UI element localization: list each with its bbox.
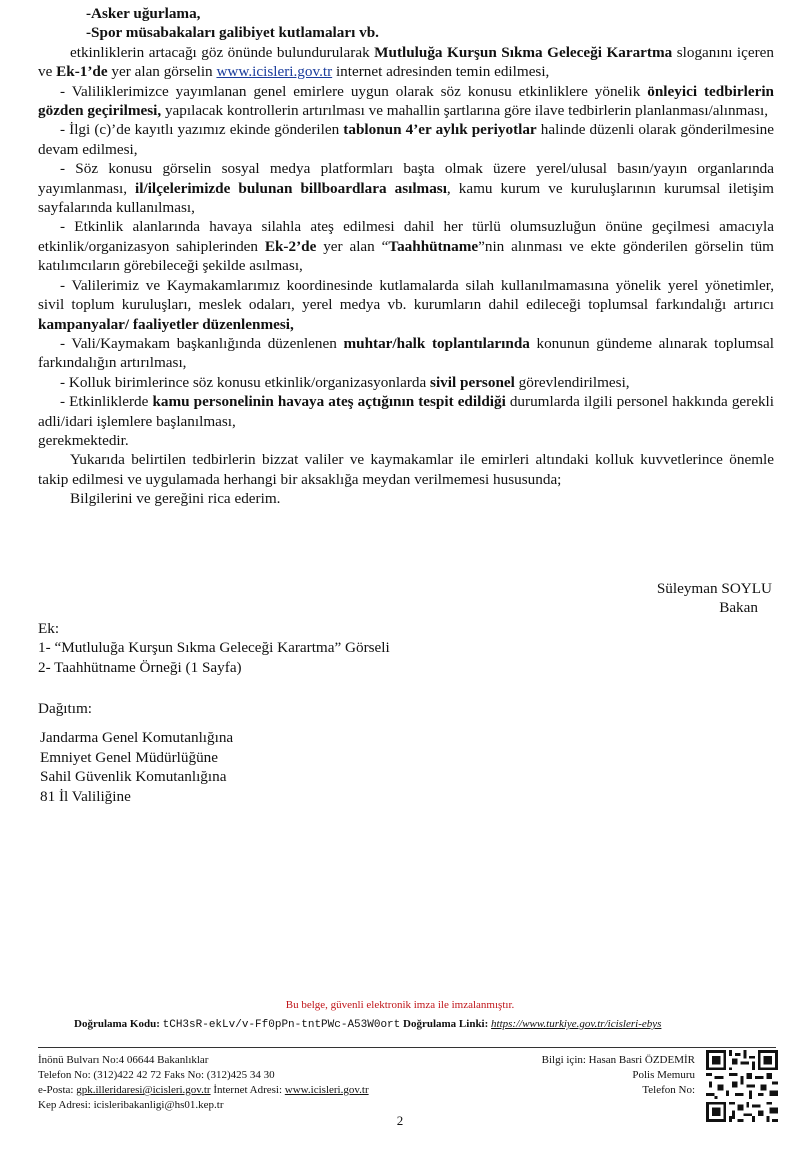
paragraph-kolluk: - Kolluk birimlerince söz konusu etkinlik/organizasyonlarda sivil personel görevlendirilmesi, [60, 373, 630, 391]
footer-phone: Telefon No: (312)422 42 72 Faks No: (312)425 34 30 [38, 1069, 275, 1081]
paragraph-yukarida: Yukarıda belirtilen tedbirlerin bizzat valiler ve kaymakamlar ile emirleri altındaki kolluk kuvvetlerince önemle takip edilmesi ve uygulamada herhangi bir aksaklığa meydan verilmemesi hususunda; [38, 451, 774, 488]
verification-line: Doğrulama Kodu: tCH3sR-ekLv/v-Ff0pPn-tntPWc-A53W0ort Doğrulama Linki: https://www.turkiye.gov.tr/icisleri-ebys [74, 1018, 662, 1031]
paragraph-kamu-personeli: - Etkinliklerde kamu personelinin havaya ateş açtığının tespit edildiği durumlarda ilgili personel hakkında gerekli adli/idari işlemlere başlanılması, [38, 393, 774, 430]
paragraph-ilgi: - İlgi (c)’de kayıtlı yazımız ekinde gönderilen tablonun 4’er aylık periyotlar halinde düzenli olarak gönderilmesine devam edilmesi, [38, 121, 775, 158]
footer-email-link[interactable]: gpk.illeridaresi@icisleri.gov.tr [76, 1084, 211, 1096]
paragraph-gerekmektedir: gerekmektedir. [38, 431, 129, 449]
footer-email-web: e-Posta: gpk.illeridaresi@icisleri.gov.tr İnternet Adresi: www.icisleri.gov.tr [38, 1084, 369, 1096]
annex-heading: Ek: [38, 620, 60, 637]
footer-info-contact [542, 1053, 695, 1098]
paragraph-etkinlik: etkinliklerin artacağı göz önünde bulundurularak Mutluluğa Kurşun Sıkma Geleceği Karartma sloganını içeren ve Ek-1’de yer alan görselin www.icisleri.gov.tr internet adresinden temin edilmesi, [38, 43, 774, 81]
distribution-item: Sahil Güvenlik Komutanlığına [40, 768, 227, 786]
signatory-title: Bakan [719, 599, 758, 617]
info-role: Polis Memuru [632, 1069, 695, 1081]
footer-divider [38, 1047, 776, 1048]
distribution-item: Jandarma Genel Komutanlığına [40, 729, 234, 747]
letter-body [38, 4, 774, 509]
signature-block [560, 579, 772, 618]
annex-item: 2- Taahhütname Örneği (1 Sayfa) [38, 658, 242, 676]
footer-web-link[interactable]: www.icisleri.gov.tr [284, 1084, 369, 1096]
esignature-notice: Bu belge, güvenli elektronik imza ile imzalanmıştır. [285, 999, 515, 1011]
annex-item: 1- “Mutluluğa Kurşun Sıkma Geleceği Karartma” Görseli [38, 639, 390, 657]
website-link[interactable]: www.icisleri.gov.tr [216, 63, 333, 81]
verification-link[interactable]: https://www.turkiye.gov.tr/icisleri-ebys [491, 1018, 662, 1030]
distribution-item: Emniyet Genel Müdürlüğüne [40, 748, 218, 766]
footer-kep: Kep Adresi: icisleribakanligi@hs01.kep.tr [38, 1099, 224, 1111]
verification-code: tCH3sR-ekLv/v-Ff0pPn-tntPWc-A53W0ort [162, 1019, 401, 1031]
paragraph-spor: -Spor müsabakaları galibiyet kutlamaları vb. [86, 24, 379, 42]
paragraph-vali-kaymakam: - Vali/Kaymakam başkanlığında düzenlenen muhtar/halk toplantılarında konunun gündeme alınarak toplumsal farkındalığın artırılması, [38, 334, 775, 372]
qr-code-icon [706, 1050, 778, 1122]
paragraph-sosyal-medya: - Söz konusu görselin sosyal medya platformları başta olmak üzere yerel/ulusal basın/yayın organlarında yayımlanması, il/ilçelerimizde bulunan billboardlara asılması, kamu kurum ve kuruluşlarının kurumsal iletişim sayfalarında kullanılması, [38, 160, 774, 217]
page-number: 2 [396, 1113, 404, 1128]
distribution-heading: Dağıtım: [38, 700, 92, 717]
annex-block [38, 619, 390, 677]
paragraph-bilgilerini: Bilgilerini ve gereğini rica ederim. [70, 490, 281, 508]
info-phone: Telefon No: [642, 1084, 695, 1096]
signatory-name: Süleyman SOYLU [656, 580, 772, 597]
info-person: Bilgi için: Hasan Basri ÖZDEMİR [541, 1054, 695, 1066]
distribution-item: 81 İl Valiliğine [40, 787, 131, 805]
paragraph-valilerimiz: - Valilerimiz ve Kaymakamlarımız koordinesinde kutlamalarda silah kullanılmamasına yönelik yerel yönetimler, sivil toplum kuruluşları, meslek odaları, yerel medya vb. kurumların dahil edileceği toplumsal farkındalığı artırıcı kampanyalar/ faaliyetler düzenlenmesi, [38, 276, 774, 333]
paragraph-etkinlik-alanlari: - Etkinlik alanlarında havaya silahla ateş edilmesi dahil her türlü olumsuzluğun önüne geçilmesi amacıyla etkinlik/organizasyon sahiplerinden Ek-2’de yer alan “Taahhütname”nin alınması ve ekte gönderilen görselin tüm katılımcıların görebileceği şekilde asılması, [38, 218, 774, 275]
distribution-block [38, 699, 233, 806]
footer-address: İnönü Bulvarı No:4 06644 Bakanlıklar [38, 1054, 209, 1066]
paragraph-valilik: - Valiliklerimizce yayımlanan genel emirlere uygun olarak söz konusu etkinliklere yönelik önleyici tedbirlerin gözden geçirilmesi, yapılacak kontrollerin artırılması ve mahallin şartlarına göre ilave tedbirlerin planlanması/alınması, [38, 82, 775, 120]
footer-contact [38, 1053, 369, 1113]
paragraph-asker: -Asker uğurlama, [86, 5, 201, 22]
